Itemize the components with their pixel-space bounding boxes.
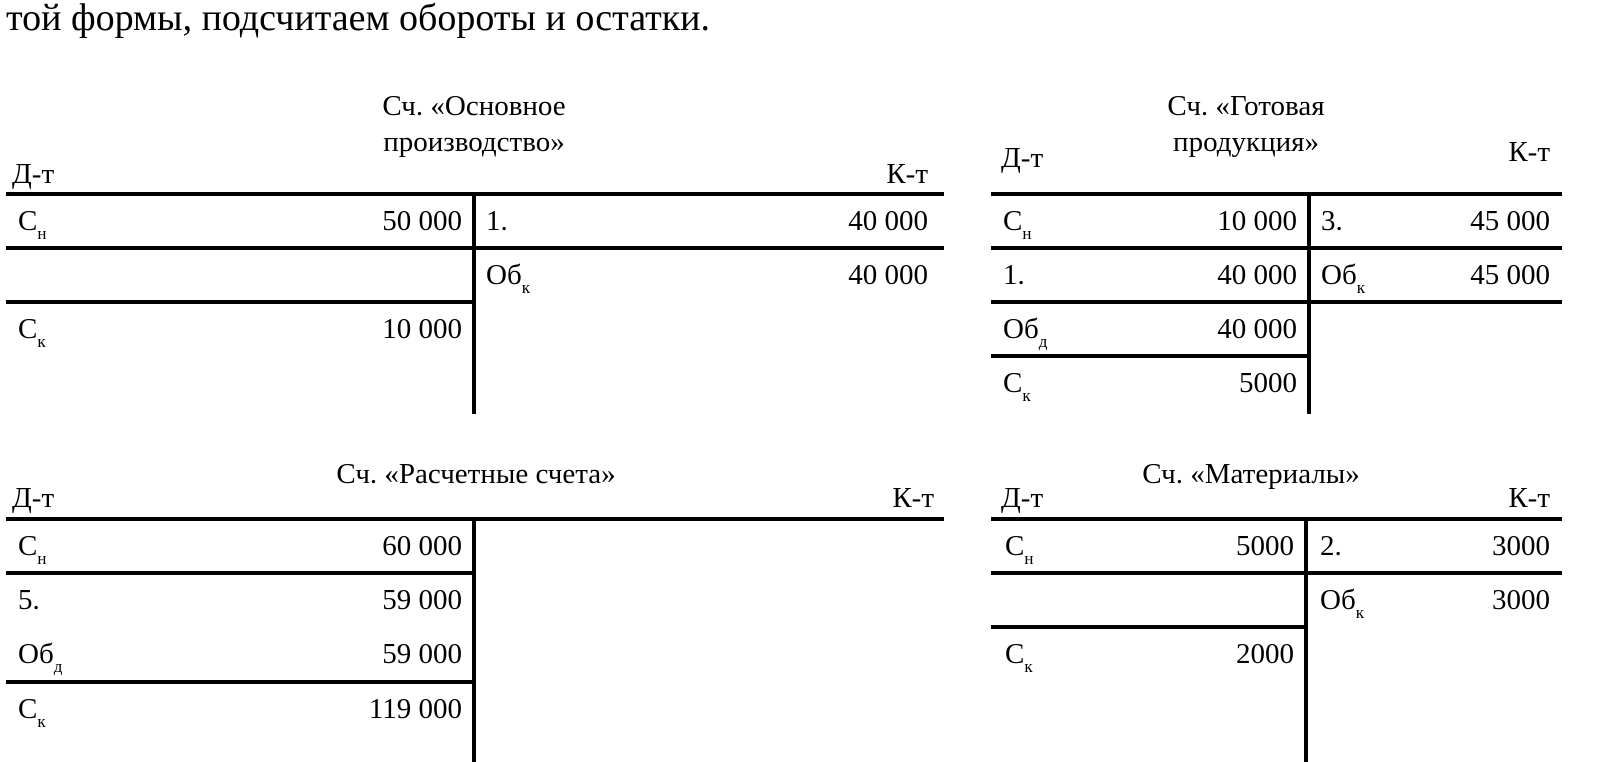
entry-label: 1. xyxy=(1003,259,1025,291)
credit-header: К-т xyxy=(892,482,934,514)
debit-row xyxy=(6,575,472,629)
debit-row xyxy=(991,196,1307,250)
entry-label: $С_н$ xyxy=(1005,530,1034,568)
credit-row xyxy=(1311,196,1562,250)
credit-header: К-т xyxy=(886,158,928,190)
debit-row xyxy=(6,250,472,304)
entry-amount: 5000 xyxy=(1236,530,1294,562)
account-title: Сч. «Расчетные счета» xyxy=(336,458,616,490)
entry-amount: 10 000 xyxy=(1217,205,1297,237)
debit-header: Д-т xyxy=(1001,142,1044,174)
account-title: Сч. «Готовая продукция» xyxy=(1167,90,1325,158)
account-title: Сч. «Основное производство» xyxy=(382,90,566,158)
entry-amount: 45 000 xyxy=(1470,205,1550,237)
entry-amount: 45 000 xyxy=(1470,259,1550,291)
entry-label: 2. xyxy=(1320,530,1342,562)
entry-label: $Об_к$ xyxy=(1321,259,1365,297)
entry-label: $С_к$ xyxy=(1003,367,1031,405)
entry-amount: 40 000 xyxy=(1217,259,1297,291)
entry-amount: 40 000 xyxy=(1217,313,1297,345)
debit-header: Д-т xyxy=(12,482,55,514)
entry-label: $С_н$ xyxy=(1003,205,1032,243)
entry-amount: 119 000 xyxy=(368,693,462,725)
debit-header: Д-т xyxy=(1001,482,1044,514)
debit-row xyxy=(991,629,1304,683)
entry-amount: 60 000 xyxy=(382,530,462,562)
t-account-materials xyxy=(991,456,1562,762)
entry-label: $С_к$ xyxy=(18,693,46,731)
entry-label: $Об_д$ xyxy=(18,638,63,676)
debit-row xyxy=(6,304,472,358)
entry-label: $С_к$ xyxy=(1005,638,1033,676)
entry-label: $Об_к$ xyxy=(1320,584,1364,622)
entry-amount: 40 000 xyxy=(848,205,928,237)
entry-amount: 59 000 xyxy=(382,584,462,616)
debit-header: Д-т xyxy=(12,158,55,190)
intro-text: той формы, подсчитаем обороты и остатки. xyxy=(6,0,711,39)
debit-row xyxy=(991,575,1304,629)
debit-row xyxy=(6,521,472,575)
entry-label: 1. xyxy=(486,205,508,237)
debit-row xyxy=(991,521,1304,575)
credit-row xyxy=(1308,575,1562,629)
debit-row xyxy=(6,629,472,683)
account-title: Сч. «Материалы» xyxy=(1142,458,1360,490)
entry-amount: 59 000 xyxy=(382,638,462,670)
t-account-main-production xyxy=(6,88,944,414)
entry-label: $С_к$ xyxy=(18,313,46,351)
debit-row xyxy=(6,196,472,250)
t-account-finished-goods xyxy=(991,88,1562,414)
credit-row xyxy=(476,196,944,250)
entry-label: $С_н$ xyxy=(18,205,47,243)
t-account-settlement xyxy=(6,456,944,762)
credit-row xyxy=(476,250,944,304)
t-account-divider xyxy=(472,517,476,762)
debit-row xyxy=(6,684,472,738)
credit-header: К-т xyxy=(1508,482,1550,514)
entry-label: 3. xyxy=(1321,205,1343,237)
entry-amount: 50 000 xyxy=(382,205,462,237)
debit-row xyxy=(991,250,1307,304)
credit-header: К-т xyxy=(1508,136,1550,168)
entry-label: 5. xyxy=(18,584,40,616)
entry-label: $С_н$ xyxy=(18,530,47,568)
debit-row xyxy=(991,358,1307,412)
entry-amount: 2000 xyxy=(1236,638,1294,670)
credit-row xyxy=(1308,521,1562,575)
entry-label: $Об_к$ xyxy=(486,259,530,297)
debit-row xyxy=(991,304,1307,358)
entry-amount: 5000 xyxy=(1239,367,1297,399)
entry-amount: 3000 xyxy=(1492,530,1550,562)
entry-amount: 3000 xyxy=(1492,584,1550,616)
entry-amount: 40 000 xyxy=(848,259,928,291)
entry-amount: 10 000 xyxy=(382,313,462,345)
entry-label: $Об_д$ xyxy=(1003,313,1048,351)
credit-row xyxy=(1311,250,1562,304)
